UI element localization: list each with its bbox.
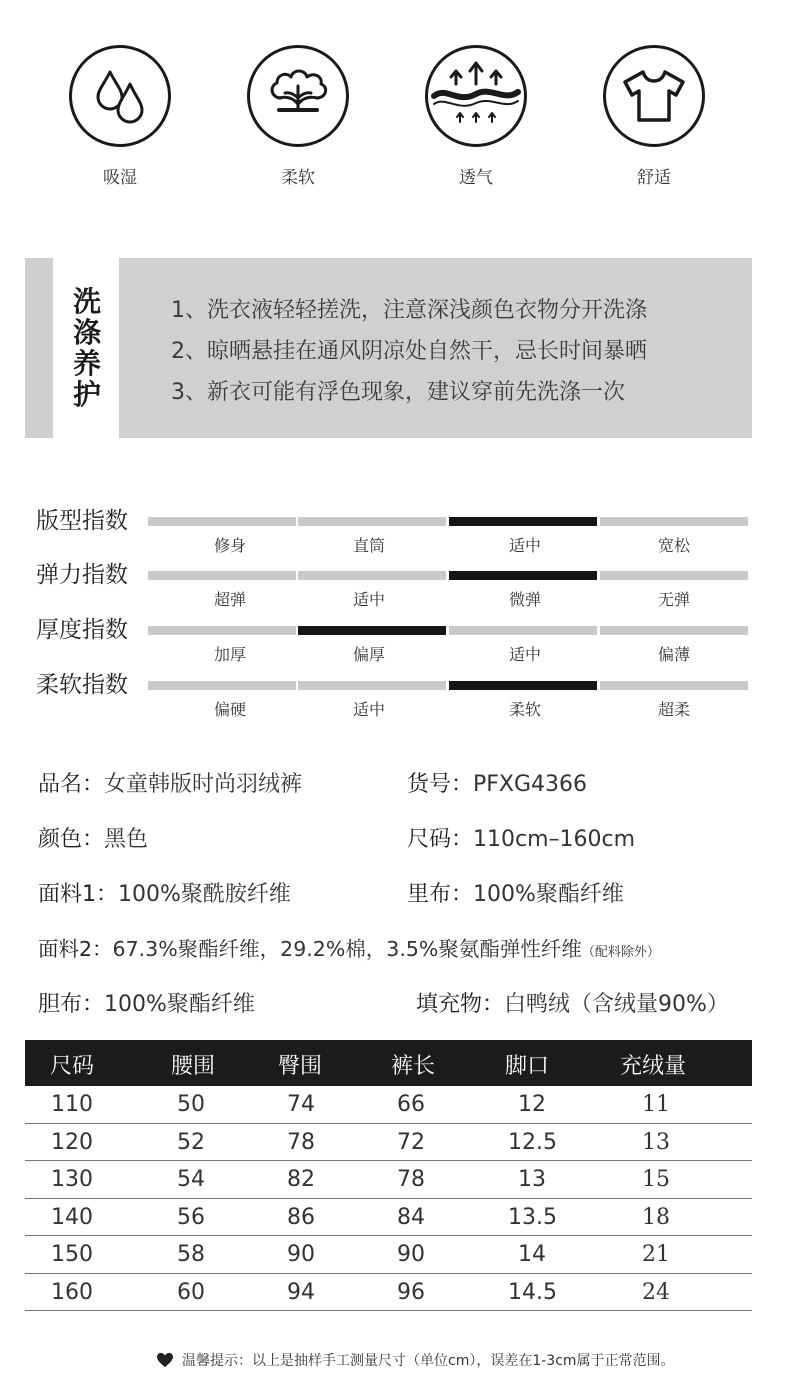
product-sku <box>407 767 587 798</box>
index-name: 厚度指数 <box>36 617 128 643</box>
table-cell: 24 <box>642 1279 670 1305</box>
index-segment <box>600 681 748 690</box>
feature-label: 吸湿 <box>103 168 137 188</box>
table-row <box>25 1124 752 1162</box>
index-segment <box>600 626 748 635</box>
index-segment <box>600 517 748 526</box>
info-value: PFXG4366 <box>473 772 588 797</box>
info-key: 面料2： <box>38 937 113 961</box>
index-segment <box>148 517 296 526</box>
tshirt-icon <box>603 45 705 147</box>
index-option: 偏厚 <box>352 645 385 664</box>
table-row <box>25 1086 752 1124</box>
info-key: 里布： <box>407 882 474 907</box>
feature-label: 柔软 <box>281 168 315 188</box>
index-fit <box>0 496 790 555</box>
product-size-range <box>407 822 635 853</box>
table-cell: 14.5 <box>508 1279 557 1305</box>
info-value: 110cm–160cm <box>473 827 636 852</box>
care-body <box>119 258 752 438</box>
feature-label: 舒适 <box>637 168 671 188</box>
info-value: 白鸭绒（含绒量90%） <box>504 992 729 1017</box>
index-thickness <box>0 605 790 664</box>
index-segment <box>148 681 296 690</box>
info-key: 颜色： <box>38 827 105 852</box>
table-cell: 13.5 <box>508 1204 557 1230</box>
cotton-flower-icon <box>247 45 349 147</box>
info-value: 67.3%聚酯纤维，29.2%棉，3.5%聚氨酯弹性纤维 <box>112 937 582 961</box>
info-key: 货号： <box>407 772 474 797</box>
table-cell: 50 <box>177 1092 205 1117</box>
care-line: 3、新衣可能有浮色现象，建议穿前先洗涤一次 <box>171 380 625 405</box>
table-cell: 15 <box>642 1167 670 1192</box>
measurement-tip <box>156 1350 675 1370</box>
table-row <box>25 1199 752 1237</box>
table-header-cell: 腰围 <box>171 1054 216 1079</box>
table-cell: 18 <box>642 1204 670 1230</box>
table-header <box>25 1040 752 1086</box>
index-segment <box>600 571 748 580</box>
index-segment <box>298 681 446 690</box>
table-cell: 13 <box>518 1167 546 1192</box>
table-header-cell: 臀围 <box>278 1054 323 1079</box>
product-color <box>38 822 148 853</box>
table-cell: 56 <box>177 1204 205 1230</box>
index-segment <box>449 626 597 635</box>
index-option: 适中 <box>508 536 541 555</box>
info-key: 填充物： <box>416 992 505 1017</box>
product-filling <box>416 987 729 1018</box>
index-segment <box>298 626 446 635</box>
index-option: 超弹 <box>213 590 246 609</box>
info-value: 黑色 <box>104 827 149 852</box>
feature-soft <box>238 45 358 188</box>
feature-comfort <box>594 45 714 188</box>
table-cell: 74 <box>287 1092 315 1117</box>
water-drops-icon <box>69 45 171 147</box>
feature-moisture <box>60 45 180 188</box>
index-option: 修身 <box>213 536 246 555</box>
table-cell: 84 <box>397 1204 425 1230</box>
info-key: 面料1： <box>38 882 118 907</box>
table-header-cell: 裤长 <box>391 1054 436 1079</box>
index-name: 版型指数 <box>36 508 128 534</box>
care-line: 2、晾晒悬挂在通风阴凉处自然干，忌长时间暴晒 <box>171 339 647 364</box>
table-cell: 72 <box>397 1129 425 1155</box>
product-fabric2 <box>38 932 660 962</box>
table-cell: 12 <box>518 1092 546 1117</box>
index-option: 无弹 <box>657 590 690 609</box>
size-table <box>25 1040 752 1311</box>
index-option: 适中 <box>352 590 385 609</box>
product-fabric1 <box>38 877 291 908</box>
info-note: （配料除外） <box>581 945 660 960</box>
table-cell: 140 <box>51 1204 93 1230</box>
table-cell: 86 <box>287 1204 315 1230</box>
product-name <box>38 767 302 798</box>
table-header-cell: 尺码 <box>50 1054 95 1079</box>
index-option: 超柔 <box>657 700 690 719</box>
index-name: 柔软指数 <box>36 672 128 698</box>
table-cell: 52 <box>177 1129 205 1155</box>
index-segment <box>148 626 296 635</box>
index-option: 偏硬 <box>213 700 246 719</box>
table-cell: 90 <box>287 1242 315 1267</box>
table-cell: 96 <box>397 1279 425 1305</box>
product-lining <box>407 877 624 908</box>
info-value: 100%聚酰胺纤维 <box>118 882 291 907</box>
index-elasticity <box>0 550 790 609</box>
table-cell: 78 <box>287 1129 315 1155</box>
table-cell: 13 <box>642 1129 670 1155</box>
feature-breathable <box>416 45 536 188</box>
index-option: 适中 <box>352 700 385 719</box>
table-cell: 82 <box>287 1167 315 1192</box>
breathable-arrows-icon <box>425 45 527 147</box>
table-cell: 58 <box>177 1242 205 1267</box>
table-cell: 21 <box>642 1242 670 1267</box>
index-segment <box>148 571 296 580</box>
care-title: 洗涤养护 <box>72 285 101 411</box>
table-header-cell: 充绒量 <box>620 1054 687 1079</box>
table-row <box>25 1161 752 1199</box>
table-cell: 120 <box>51 1129 93 1155</box>
table-cell: 110 <box>51 1092 93 1117</box>
info-value: 100%聚酯纤维 <box>473 882 624 907</box>
table-header-cell: 脚口 <box>505 1054 550 1079</box>
product-inner-fabric <box>38 987 255 1018</box>
index-option: 柔软 <box>508 700 541 719</box>
index-option: 直筒 <box>352 536 385 555</box>
index-name: 弹力指数 <box>36 562 128 588</box>
feature-icons <box>0 45 790 195</box>
info-value: 女童韩版时尚羽绒裤 <box>104 772 303 797</box>
index-segment <box>449 517 597 526</box>
table-cell: 54 <box>177 1167 205 1192</box>
table-cell: 160 <box>51 1279 93 1305</box>
info-key: 品名： <box>38 772 105 797</box>
care-line: 1、洗衣液轻轻搓洗，注意深浅颜色衣物分开洗涤 <box>171 298 647 323</box>
tip-text: 温馨提示：以上是抽样手工测量尺寸（单位cm），误差在1-3cm属于正常范围。 <box>182 1353 675 1369</box>
heart-icon <box>156 1352 174 1368</box>
table-cell: 90 <box>397 1242 425 1267</box>
index-option: 适中 <box>508 645 541 664</box>
index-option: 偏薄 <box>657 645 690 664</box>
table-cell: 130 <box>51 1167 93 1192</box>
table-cell: 66 <box>397 1092 425 1117</box>
index-option: 宽松 <box>657 536 690 555</box>
index-option: 加厚 <box>213 645 246 664</box>
care-instructions <box>25 258 752 438</box>
table-cell: 11 <box>642 1092 670 1117</box>
info-key: 胆布： <box>38 992 105 1017</box>
index-softness <box>0 660 790 719</box>
table-cell: 94 <box>287 1279 315 1305</box>
info-key: 尺码： <box>407 827 474 852</box>
index-segment <box>449 681 597 690</box>
info-value: 100%聚酯纤维 <box>104 992 255 1017</box>
table-cell: 60 <box>177 1279 205 1305</box>
table-row <box>25 1274 752 1312</box>
table-row <box>25 1236 752 1274</box>
table-cell: 12.5 <box>508 1129 557 1155</box>
table-cell: 14 <box>518 1242 546 1267</box>
index-option: 微弹 <box>508 590 541 609</box>
feature-label: 透气 <box>459 168 493 188</box>
index-segment <box>298 517 446 526</box>
table-cell: 150 <box>51 1242 93 1267</box>
index-segment <box>298 571 446 580</box>
table-cell: 78 <box>397 1167 425 1192</box>
index-segment <box>449 571 597 580</box>
care-accent-bar <box>25 258 53 438</box>
